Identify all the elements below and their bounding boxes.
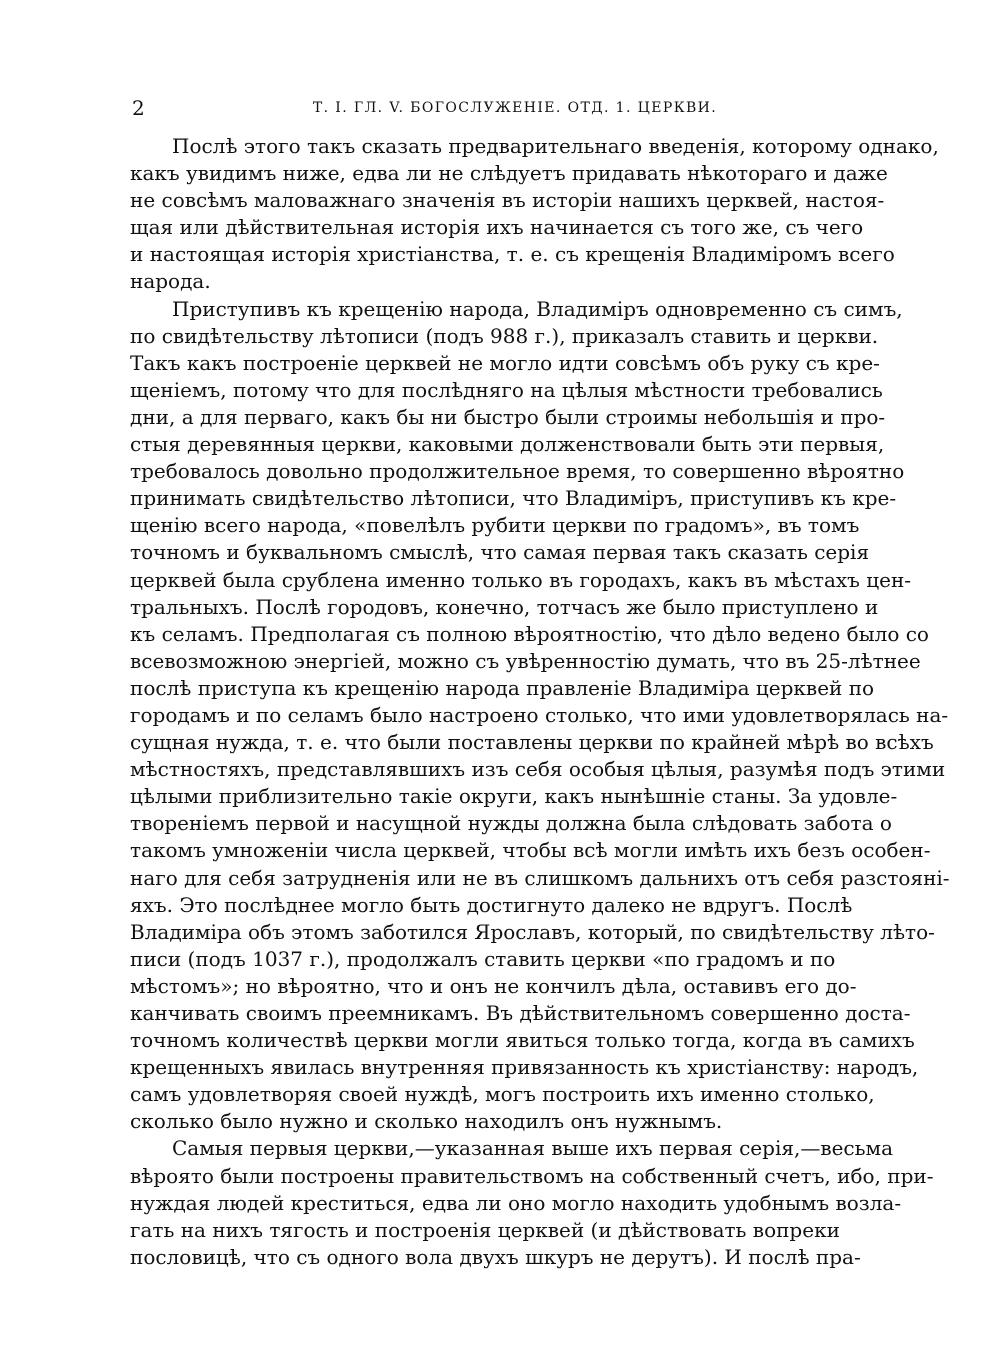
text-line: стыя деревянныя церкви, каковыми долженствовали быть эти первыя, <box>130 432 885 457</box>
text-line: наго для себя затрудненія или не въ слишкомъ дальнихъ отъ себя разстоянi- <box>130 865 950 890</box>
text-line: принимать свидѣтельство лѣтописи, что Владиміръ, приступивъ къ кре- <box>130 486 897 511</box>
text-line: гать на нихъ тягость и построенія церквей (и дѣйствовать вопреки <box>130 1217 840 1242</box>
text-line: къ селамъ. Предполагая съ полною вѣроятностію, что дѣло ведено было со <box>130 621 929 646</box>
running-title: Т. I. ГЛ. V. БОГОСЛУЖЕНІЕ. ОТД. 1. ЦЕРКВИ. <box>312 100 718 116</box>
text-line: мѣстностяхъ, представлявшихъ изъ себя особыя цѣлыя, разумѣя подъ этими <box>130 757 946 782</box>
text-line: Самыя первыя церкви,—указанная выше ихъ первая серія,—весьма <box>172 1136 893 1161</box>
text-line: вѣроято были построены правительствомъ на собственный счетъ, ибо, при- <box>130 1163 934 1188</box>
text-line: яхъ. Это послѣднее могло быть достигнуто далеко не вдругъ. Послѣ <box>130 892 853 917</box>
text-line: сколько было нужно и сколько находилъ онъ нужнымъ. <box>130 1109 723 1134</box>
text-line: какъ увидимъ ниже, едва ли не слѣдуетъ придавать нѣкотораго и даже <box>130 161 888 186</box>
text-line: тральныхъ. Послѣ городовъ, конечно, тотчасъ же было приступлено и <box>130 594 879 619</box>
text-line: городамъ и по селамъ было настроено столько, что ими удовлетворялась на- <box>130 702 949 727</box>
text-line: и настоящая исторія христіанства, т. е. съ крещенія Владиміромъ всего <box>130 242 895 267</box>
text-line: щая или дѣйствительная исторія ихъ начинается съ того же, съ чего <box>130 215 864 240</box>
text-line: мѣстомъ»; но вѣроятно, что и онъ не кончилъ дѣла, оставивъ его до- <box>130 973 857 998</box>
text-line: щеніемъ, потому что для послѣдняго на цѣлыя мѣстности требовались <box>130 377 883 402</box>
text-line: народа. <box>130 269 211 294</box>
text-line: крещенныхъ явилась внутренняя привязанность къ христіанству: народъ, <box>130 1055 919 1080</box>
text-line: щенію всего народа, «повелѣлъ рубити церкви по градомъ», въ томъ <box>130 513 860 538</box>
text-line: цѣлыми приблизительно такіе округи, какъ нынѣшніе станы. За удовле- <box>130 784 898 809</box>
text-line: по свидѣтельству лѣтописи (подъ 988 г.), приказалъ ставить и церкви. <box>130 323 879 348</box>
text-line: Такъ какъ построеніе церквей не могло идти совсѣмъ объ руку съ кре- <box>130 350 880 375</box>
text-line: канчивать своимъ преемникамъ. Въ дѣйствительномъ совершенно доста- <box>130 1001 911 1025</box>
page-number: 2 <box>132 96 145 120</box>
text-line: писи (подъ 1037 г.), продолжалъ ставить церкви «по градомъ и по <box>130 946 836 971</box>
text-line: дни, а для перваго, какъ бы ни быстро были строимы небольшія и про- <box>130 404 886 429</box>
body-text <box>130 133 950 1271</box>
text-line: точномъ количествѣ церкви могли явиться только тогда, когда въ самихъ <box>130 1028 915 1053</box>
text-line: Приступивъ къ крещенію народа, Владиміръ одновременно съ симъ, <box>172 296 903 321</box>
text-line: самъ удовлетворяя своей нуждѣ, могъ построить ихъ именно столько, <box>130 1082 875 1107</box>
text-line: требовалось довольно продолжительное время, то совершенно вѣроятно <box>130 459 905 484</box>
text-line: сущная нужда, т. е. что были поставлены церкви по крайней мѣрѣ во всѣхъ <box>130 730 934 755</box>
text-line: не совсѣмъ маловажнаго значенія въ исторіи нашихъ церквей, настоя- <box>130 188 885 213</box>
text-line: точномъ и буквальномъ смыслѣ, что самая первая такъ сказать серія <box>130 540 870 565</box>
text-line: такомъ умноженіи числа церквей, чтобы всѣ могли имѣть ихъ безъ особен- <box>130 838 931 863</box>
text-line: церквей была срублена именно только въ городахъ, какъ въ мѣстахъ цен- <box>130 567 912 592</box>
text-line: пословицѣ, что съ одного вола двухъ шкуръ не дерутъ). И послѣ пра- <box>130 1244 861 1269</box>
text-line: Владиміра объ этомъ заботился Ярославъ, который, по свидѣтельству лѣто- <box>130 919 935 944</box>
text-line: нуждая людей креститься, едва ли оно могло находить удобнымъ возла- <box>130 1190 902 1215</box>
text-line: Послѣ этого такъ сказать предварительнаго введенія, которому однако, <box>172 134 939 158</box>
running-head <box>130 96 830 120</box>
text-line: всевозможною энергіей, можно съ увѣренностію думать, что въ 25-лѣтнее <box>130 648 921 673</box>
text-line: твореніемъ первой и насущной нужды должна была слѣдовать забота о <box>130 811 892 836</box>
text-line: послѣ приступа къ крещенію народа правленіе Владиміра церквей по <box>130 675 875 700</box>
